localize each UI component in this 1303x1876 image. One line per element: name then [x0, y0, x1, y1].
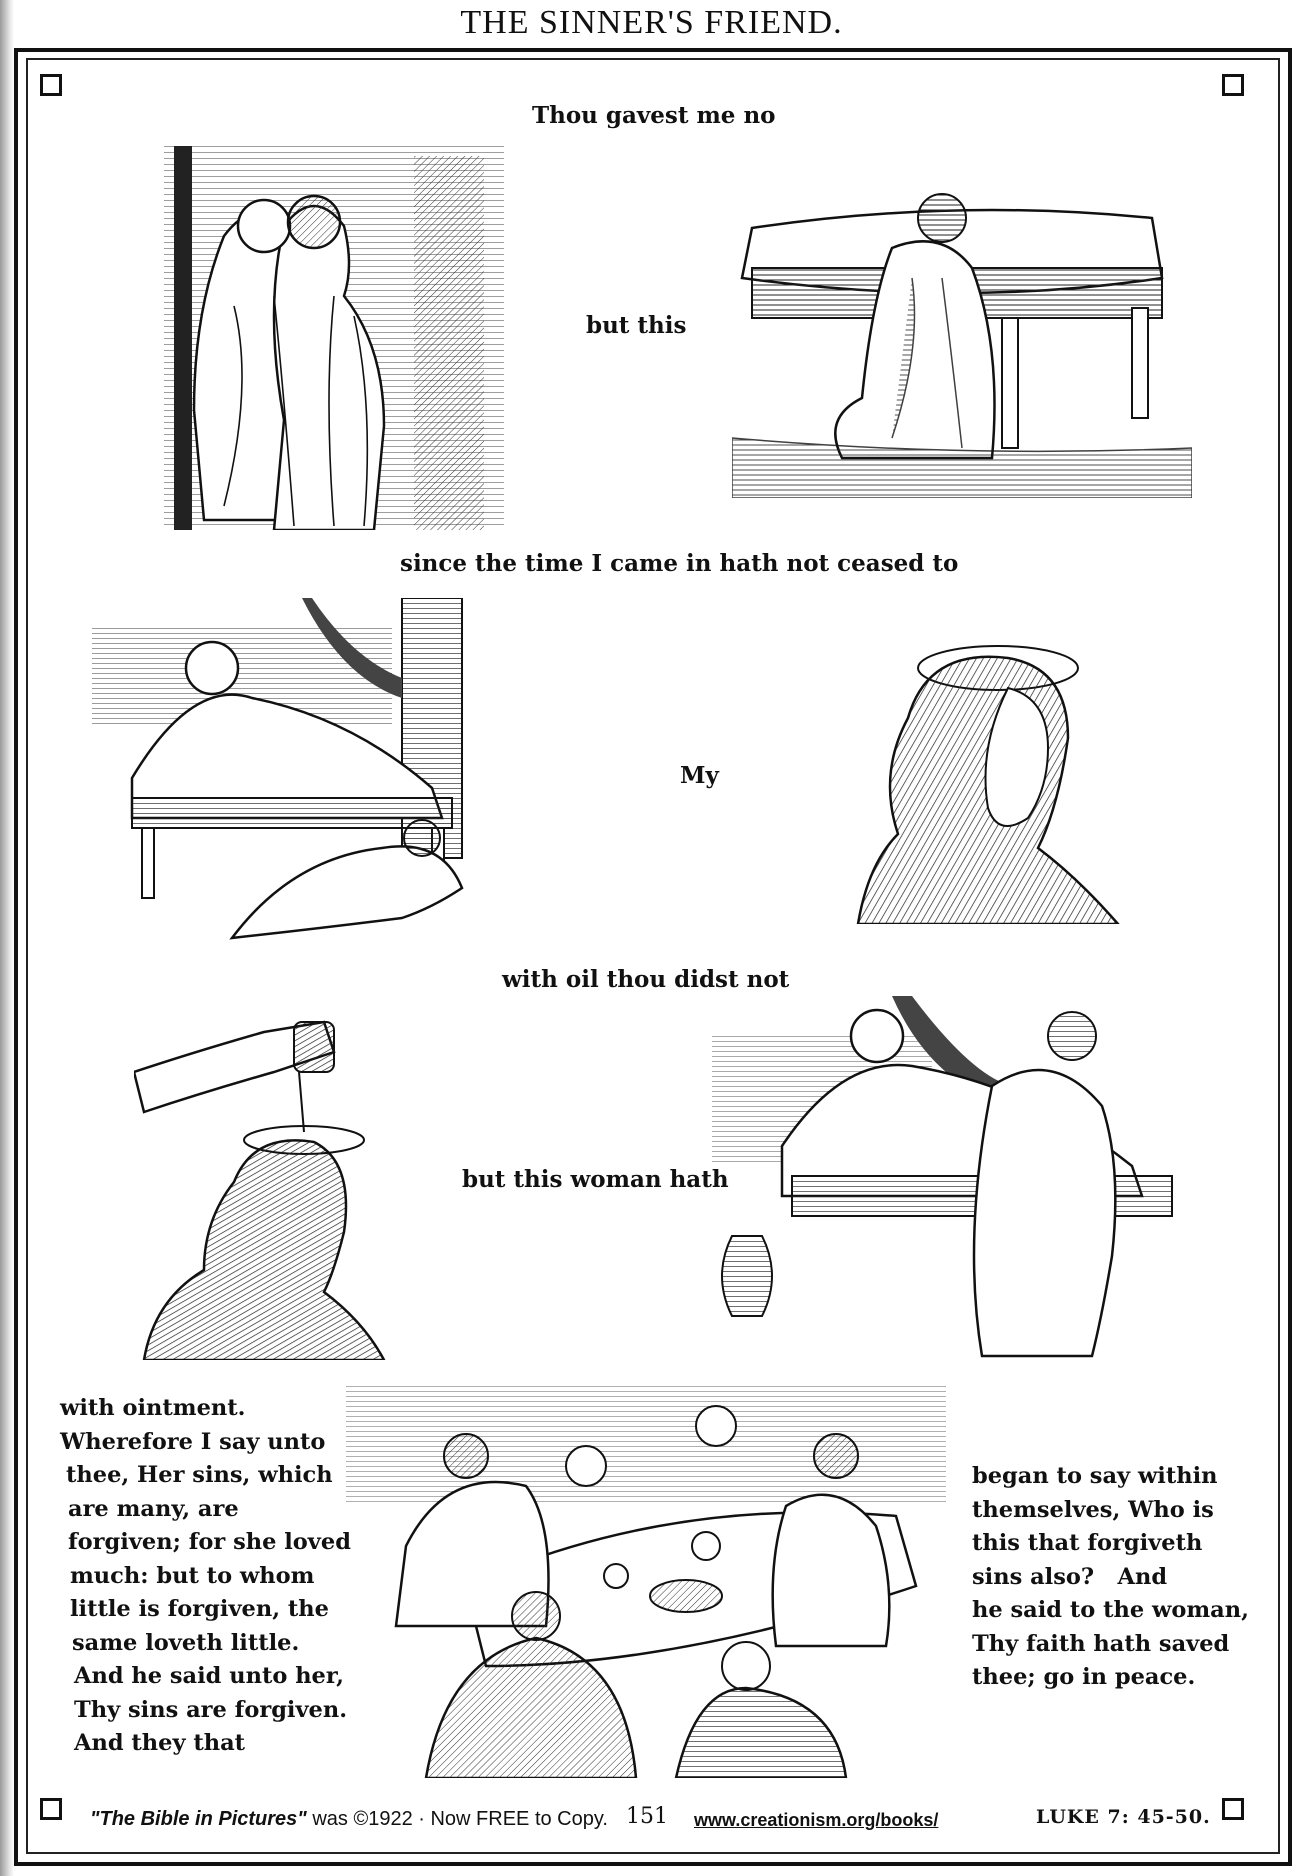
- illustration-christ-portrait: [848, 628, 1144, 924]
- left-line: forgiven; for she loved: [68, 1529, 351, 1555]
- corner-ornament-bottom-right: [1222, 1798, 1244, 1820]
- phrase-but-this-woman: but this woman hath: [462, 1166, 729, 1193]
- illustration-kiss-greeting: [114, 146, 552, 530]
- page-title: THE SINNER'S FRIEND.: [460, 4, 843, 41]
- phrase-but-this: but this: [586, 312, 687, 339]
- left-line: And he said unto her,: [74, 1663, 344, 1689]
- phrase-with-oil: with oil thou didst not: [502, 966, 790, 993]
- illustration-woman-kneeling: [732, 168, 1192, 498]
- left-line: are many, are: [68, 1495, 239, 1522]
- right-line: he said to the woman,: [972, 1597, 1249, 1623]
- left-line: Thy sins are forgiven.: [74, 1696, 348, 1723]
- corner-ornament-top-right: [1222, 74, 1244, 96]
- left-line: little is forgiven, the: [70, 1596, 329, 1622]
- page-number: 151: [626, 1804, 668, 1829]
- left-line: thee, Her sins, which: [66, 1462, 333, 1488]
- illustration-anointing-feet: [712, 996, 1196, 1362]
- right-line: began to say within: [972, 1463, 1218, 1489]
- scripture-right-column: [972, 1460, 1249, 1695]
- right-line: themselves, Who is: [972, 1496, 1214, 1523]
- right-line: this that forgiveth: [972, 1530, 1203, 1556]
- website-link[interactable]: www.creationism.org/books/: [694, 1810, 939, 1830]
- footer-credit: [90, 1808, 608, 1831]
- footer-copyright: was ©1922 · Now FREE to Copy.: [306, 1808, 608, 1830]
- illustration-feast-table: [346, 1386, 946, 1778]
- left-line: And they that: [74, 1730, 246, 1756]
- corner-ornament-bottom-left: [40, 1798, 62, 1820]
- scripture-left-column: [60, 1392, 351, 1761]
- illustration-christ-reclining: [92, 598, 560, 954]
- left-line: same loveth little.: [72, 1629, 300, 1656]
- phrase-my: My: [680, 762, 719, 789]
- left-line: much: but to whom: [70, 1562, 315, 1589]
- phrase-since-the-time: since the time I came in hath not ceased to: [400, 550, 959, 577]
- right-line: thee; go in peace.: [972, 1664, 1196, 1690]
- left-line: with ointment.: [60, 1395, 246, 1421]
- phrase-thou-gavest: Thou gavest me no: [532, 102, 776, 129]
- page-edge-shadow: [0, 0, 14, 1876]
- corner-ornament-top-left: [40, 74, 62, 96]
- right-line: sins also? And: [972, 1563, 1168, 1590]
- scripture-reference: LUKE 7: 45-50.: [1036, 1806, 1211, 1828]
- right-line: Thy faith hath saved: [972, 1630, 1230, 1657]
- left-line: Wherefore I say unto: [60, 1428, 326, 1455]
- footer-book-title: "The Bible in Pictures": [90, 1808, 307, 1830]
- illustration-anointing-head: [134, 1012, 404, 1360]
